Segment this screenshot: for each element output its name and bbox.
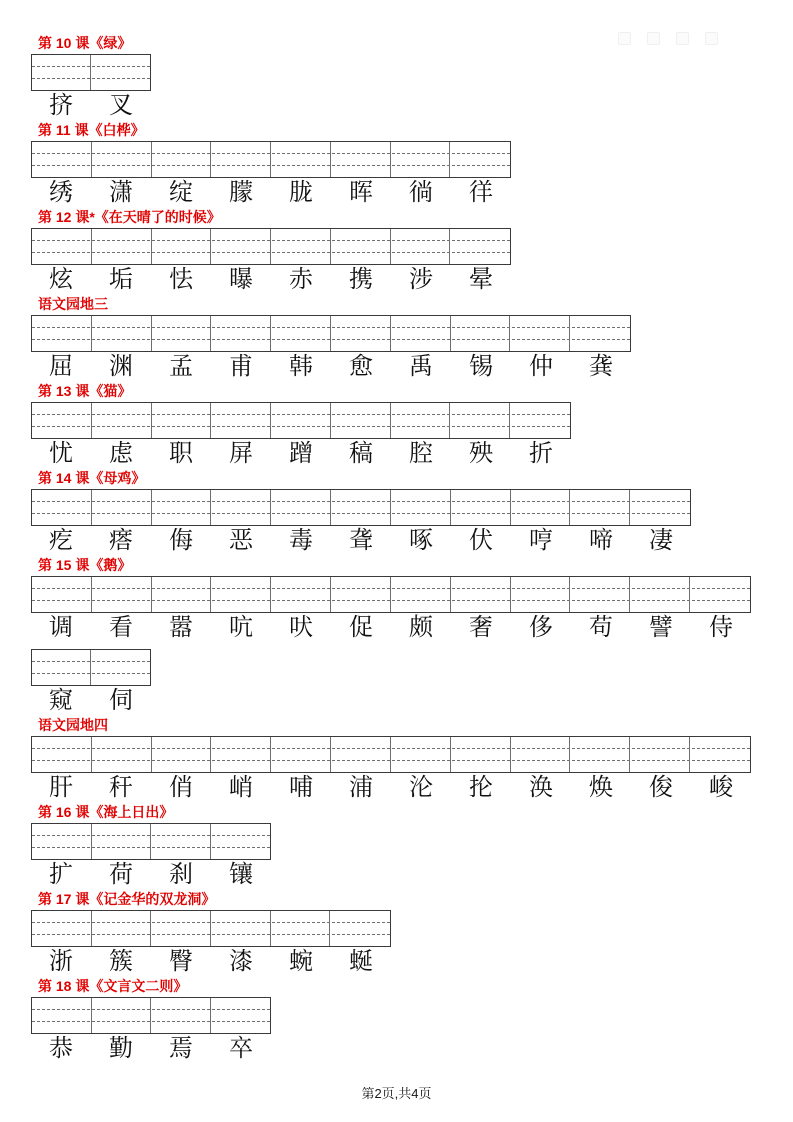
character: 荷 — [109, 862, 133, 888]
pinyin-cell[interactable] — [32, 998, 92, 1033]
character: 赤 — [289, 267, 313, 293]
character: 蹭 — [289, 441, 313, 467]
character-row — [31, 1036, 793, 1062]
pinyin-cell[interactable] — [570, 577, 630, 612]
pinyin-cell[interactable] — [450, 403, 510, 438]
character: 凄 — [649, 528, 673, 554]
character: 浙 — [49, 949, 73, 975]
character: 窥 — [49, 688, 73, 714]
pinyin-cell[interactable] — [570, 737, 630, 772]
pinyin-cell[interactable] — [630, 737, 690, 772]
lesson-heading: 第 14 课《母鸡》 — [38, 470, 146, 486]
pinyin-grid-row[interactable] — [31, 736, 751, 773]
pinyin-cell[interactable] — [630, 577, 690, 612]
pinyin-cell[interactable] — [271, 403, 331, 438]
character: 孟 — [169, 354, 193, 380]
lesson-heading: 第 15 课《鹅》 — [38, 557, 132, 573]
pinyin-cell[interactable] — [331, 316, 391, 351]
pinyin-cell[interactable] — [211, 577, 271, 612]
pinyin-cell[interactable] — [451, 577, 511, 612]
character: 渊 — [109, 354, 133, 380]
pinyin-cell[interactable] — [690, 577, 750, 612]
pinyin-cell[interactable] — [32, 55, 91, 90]
character: 疙 — [49, 528, 73, 554]
character: 看 — [109, 615, 133, 641]
pinyin-cell[interactable] — [32, 824, 92, 859]
character: 仲 — [529, 354, 553, 380]
pinyin-cell[interactable] — [271, 737, 331, 772]
lesson-section — [31, 384, 793, 467]
character: 秆 — [109, 775, 133, 801]
pinyin-cell[interactable] — [271, 316, 331, 351]
pinyin-cell[interactable] — [391, 490, 451, 525]
character: 叉 — [109, 93, 133, 119]
pinyin-cell[interactable] — [271, 577, 331, 612]
pinyin-cell[interactable] — [92, 490, 152, 525]
character: 苟 — [589, 615, 613, 641]
pinyin-cell[interactable] — [92, 911, 152, 946]
pinyin-cell[interactable] — [91, 55, 150, 90]
pinyin-grid-row[interactable] — [31, 823, 271, 860]
character: 焉 — [169, 1036, 193, 1062]
pinyin-grid-row[interactable] — [31, 997, 271, 1034]
character: 稿 — [349, 441, 373, 467]
pinyin-cell[interactable] — [271, 911, 331, 946]
character: 潇 — [109, 180, 133, 206]
character: 蜒 — [349, 949, 373, 975]
character: 侈 — [529, 615, 553, 641]
character: 哺 — [289, 775, 313, 801]
character: 职 — [169, 441, 193, 467]
pinyin-grid-row[interactable] — [31, 54, 151, 91]
character: 嚣 — [169, 615, 193, 641]
pinyin-cell[interactable] — [151, 998, 211, 1033]
pinyin-cell[interactable] — [391, 737, 451, 772]
pinyin-cell[interactable] — [391, 403, 451, 438]
lesson-section — [31, 36, 793, 119]
pinyin-cell[interactable] — [511, 737, 571, 772]
pinyin-cell[interactable] — [511, 490, 571, 525]
pinyin-cell[interactable] — [92, 229, 152, 264]
lesson-section — [31, 210, 793, 293]
lesson-heading: 第 11 课《白桦》 — [38, 122, 145, 138]
character: 屏 — [229, 441, 253, 467]
character: 簇 — [109, 949, 133, 975]
lesson-section — [31, 471, 793, 554]
character-row — [31, 354, 793, 380]
lesson-section — [31, 297, 793, 380]
character: 炫 — [49, 267, 73, 293]
pinyin-cell[interactable] — [391, 229, 451, 264]
character: 沦 — [409, 775, 433, 801]
character: 禹 — [409, 354, 433, 380]
character: 韩 — [289, 354, 313, 380]
character: 怯 — [169, 267, 193, 293]
pinyin-grid-row[interactable] — [31, 649, 151, 686]
character: 侮 — [169, 528, 193, 554]
character: 哼 — [529, 528, 553, 554]
pinyin-cell[interactable] — [92, 577, 152, 612]
lesson-section — [31, 558, 793, 714]
pinyin-cell[interactable] — [331, 577, 391, 612]
pinyin-cell[interactable] — [92, 737, 152, 772]
pinyin-grid-row[interactable] — [31, 402, 571, 439]
pinyin-cell[interactable] — [152, 316, 212, 351]
character: 晕 — [469, 267, 493, 293]
character: 朦 — [229, 180, 253, 206]
character: 颇 — [409, 615, 433, 641]
character: 吭 — [229, 615, 253, 641]
character: 涣 — [529, 775, 553, 801]
character: 甫 — [229, 354, 253, 380]
lesson-section — [31, 123, 793, 206]
character: 携 — [349, 267, 373, 293]
pinyin-cell[interactable] — [690, 737, 750, 772]
lesson-heading: 语文园地四 — [38, 717, 108, 733]
character: 漆 — [229, 949, 253, 975]
pinyin-cell[interactable] — [211, 490, 271, 525]
pinyin-cell[interactable] — [331, 403, 391, 438]
character: 绣 — [49, 180, 73, 206]
character-row — [31, 93, 793, 119]
character: 毒 — [289, 528, 313, 554]
character: 徜 — [409, 180, 433, 206]
pinyin-cell[interactable] — [211, 403, 271, 438]
pinyin-cell[interactable] — [271, 490, 331, 525]
pinyin-cell[interactable] — [32, 403, 92, 438]
pinyin-cell[interactable] — [451, 737, 511, 772]
character: 啄 — [409, 528, 433, 554]
character: 俊 — [649, 775, 673, 801]
pinyin-cell[interactable] — [451, 490, 511, 525]
pinyin-cell[interactable] — [450, 229, 510, 264]
pinyin-cell[interactable] — [152, 142, 212, 177]
character: 浦 — [349, 775, 373, 801]
pinyin-cell[interactable] — [32, 577, 92, 612]
character: 肝 — [49, 775, 73, 801]
character: 奢 — [469, 615, 493, 641]
pinyin-cell[interactable] — [391, 577, 451, 612]
pinyin-cell[interactable] — [92, 142, 152, 177]
character: 峭 — [229, 775, 253, 801]
character: 晖 — [349, 180, 373, 206]
lesson-heading: 语文园地三 — [38, 296, 108, 312]
pinyin-cell[interactable] — [152, 737, 212, 772]
lesson-heading: 第 17 课《记金华的双龙洞》 — [38, 891, 216, 907]
character: 调 — [49, 615, 73, 641]
character: 臀 — [169, 949, 193, 975]
pinyin-cell[interactable] — [211, 229, 271, 264]
pinyin-cell[interactable] — [32, 737, 92, 772]
lesson-section — [31, 718, 793, 801]
lesson-heading: 第 13 课《猫》 — [38, 383, 132, 399]
pinyin-cell[interactable] — [450, 142, 510, 177]
character-row — [31, 688, 793, 714]
character: 镶 — [229, 862, 253, 888]
pinyin-cell[interactable] — [510, 403, 570, 438]
pinyin-cell[interactable] — [570, 490, 630, 525]
pinyin-cell[interactable] — [92, 824, 152, 859]
pinyin-cell[interactable] — [331, 142, 391, 177]
lesson-section — [31, 892, 793, 975]
character: 促 — [349, 615, 373, 641]
pinyin-cell[interactable] — [570, 316, 630, 351]
worksheet-content — [31, 32, 793, 1062]
pinyin-cell[interactable] — [92, 316, 152, 351]
pinyin-cell[interactable] — [151, 911, 211, 946]
pinyin-cell[interactable] — [32, 490, 92, 525]
pinyin-cell[interactable] — [391, 142, 451, 177]
pinyin-cell[interactable] — [152, 403, 212, 438]
page-number-footer: 第2页,共4页 — [361, 1086, 432, 1101]
pinyin-grid-row[interactable] — [31, 315, 631, 352]
character: 胧 — [289, 180, 313, 206]
pinyin-cell[interactable] — [331, 229, 391, 264]
character-row — [31, 862, 793, 888]
character: 恭 — [49, 1036, 73, 1062]
character: 龚 — [589, 354, 613, 380]
pinyin-cell[interactable] — [32, 316, 92, 351]
lesson-heading: 第 16 课《海上日出》 — [38, 804, 174, 820]
character: 锡 — [469, 354, 493, 380]
character: 焕 — [589, 775, 613, 801]
character: 卒 — [229, 1036, 253, 1062]
character: 刹 — [169, 862, 193, 888]
pinyin-cell[interactable] — [151, 824, 211, 859]
lesson-heading: 第 12 课*《在天晴了的时候》 — [38, 209, 221, 225]
pinyin-cell[interactable] — [271, 142, 331, 177]
lesson-section — [31, 979, 793, 1062]
pinyin-cell[interactable] — [511, 577, 571, 612]
pinyin-cell[interactable] — [211, 142, 271, 177]
lesson-heading: 第 18 课《文言文二则》 — [38, 978, 188, 994]
pinyin-cell[interactable] — [211, 737, 271, 772]
character-row — [31, 180, 793, 206]
pinyin-cell[interactable] — [32, 650, 91, 685]
pinyin-cell[interactable] — [211, 998, 271, 1033]
lesson-section — [31, 805, 793, 888]
character: 扩 — [49, 862, 73, 888]
character: 愈 — [349, 354, 373, 380]
character: 峻 — [709, 775, 733, 801]
pinyin-grid-row[interactable] — [31, 228, 511, 265]
character: 徉 — [469, 180, 493, 206]
pinyin-cell[interactable] — [91, 650, 150, 685]
character: 啼 — [589, 528, 613, 554]
character: 侍 — [709, 615, 733, 641]
pinyin-cell[interactable] — [32, 142, 92, 177]
character: 瘩 — [109, 528, 133, 554]
lesson-heading: 第 10 课《绿》 — [38, 35, 132, 51]
character: 勤 — [109, 1036, 133, 1062]
character: 挤 — [49, 93, 73, 119]
character: 吠 — [289, 615, 313, 641]
pinyin-cell[interactable] — [391, 316, 451, 351]
pinyin-grid-row[interactable] — [31, 576, 751, 613]
pinyin-cell[interactable] — [630, 490, 690, 525]
character: 涉 — [409, 267, 433, 293]
character: 虑 — [109, 441, 133, 467]
pinyin-cell[interactable] — [152, 229, 212, 264]
character: 折 — [529, 441, 553, 467]
pinyin-cell[interactable] — [152, 490, 212, 525]
pinyin-cell[interactable] — [32, 911, 92, 946]
character: 譬 — [649, 615, 673, 641]
pinyin-cell[interactable] — [331, 490, 391, 525]
character: 聋 — [349, 528, 373, 554]
pinyin-cell[interactable] — [510, 316, 570, 351]
character-row — [31, 615, 793, 641]
pinyin-cell[interactable] — [271, 229, 331, 264]
pinyin-cell[interactable] — [211, 824, 271, 859]
pinyin-cell[interactable] — [451, 316, 511, 351]
pinyin-cell[interactable] — [92, 998, 152, 1033]
character: 抡 — [469, 775, 493, 801]
pinyin-cell[interactable] — [152, 577, 212, 612]
pinyin-cell[interactable] — [92, 403, 152, 438]
character-row — [31, 267, 793, 293]
pinyin-cell[interactable] — [211, 911, 271, 946]
character-row — [31, 775, 793, 801]
pinyin-grid-row[interactable] — [31, 489, 691, 526]
character-row — [31, 441, 793, 467]
character: 俏 — [169, 775, 193, 801]
character: 忧 — [49, 441, 73, 467]
pinyin-cell[interactable] — [211, 316, 271, 351]
character: 殃 — [469, 441, 493, 467]
character: 伏 — [469, 528, 493, 554]
pinyin-grid-row[interactable] — [31, 910, 391, 947]
character: 恶 — [229, 528, 253, 554]
pinyin-cell[interactable] — [32, 229, 92, 264]
character-row — [31, 528, 793, 554]
character: 屈 — [49, 354, 73, 380]
character: 绽 — [169, 180, 193, 206]
character: 曝 — [229, 267, 253, 293]
pinyin-cell[interactable] — [330, 911, 390, 946]
character: 伺 — [109, 688, 133, 714]
character: 垢 — [109, 267, 133, 293]
pinyin-grid-row[interactable] — [31, 141, 511, 178]
character: 腔 — [409, 441, 433, 467]
pinyin-cell[interactable] — [331, 737, 391, 772]
character: 蜿 — [289, 949, 313, 975]
character-row — [31, 949, 793, 975]
